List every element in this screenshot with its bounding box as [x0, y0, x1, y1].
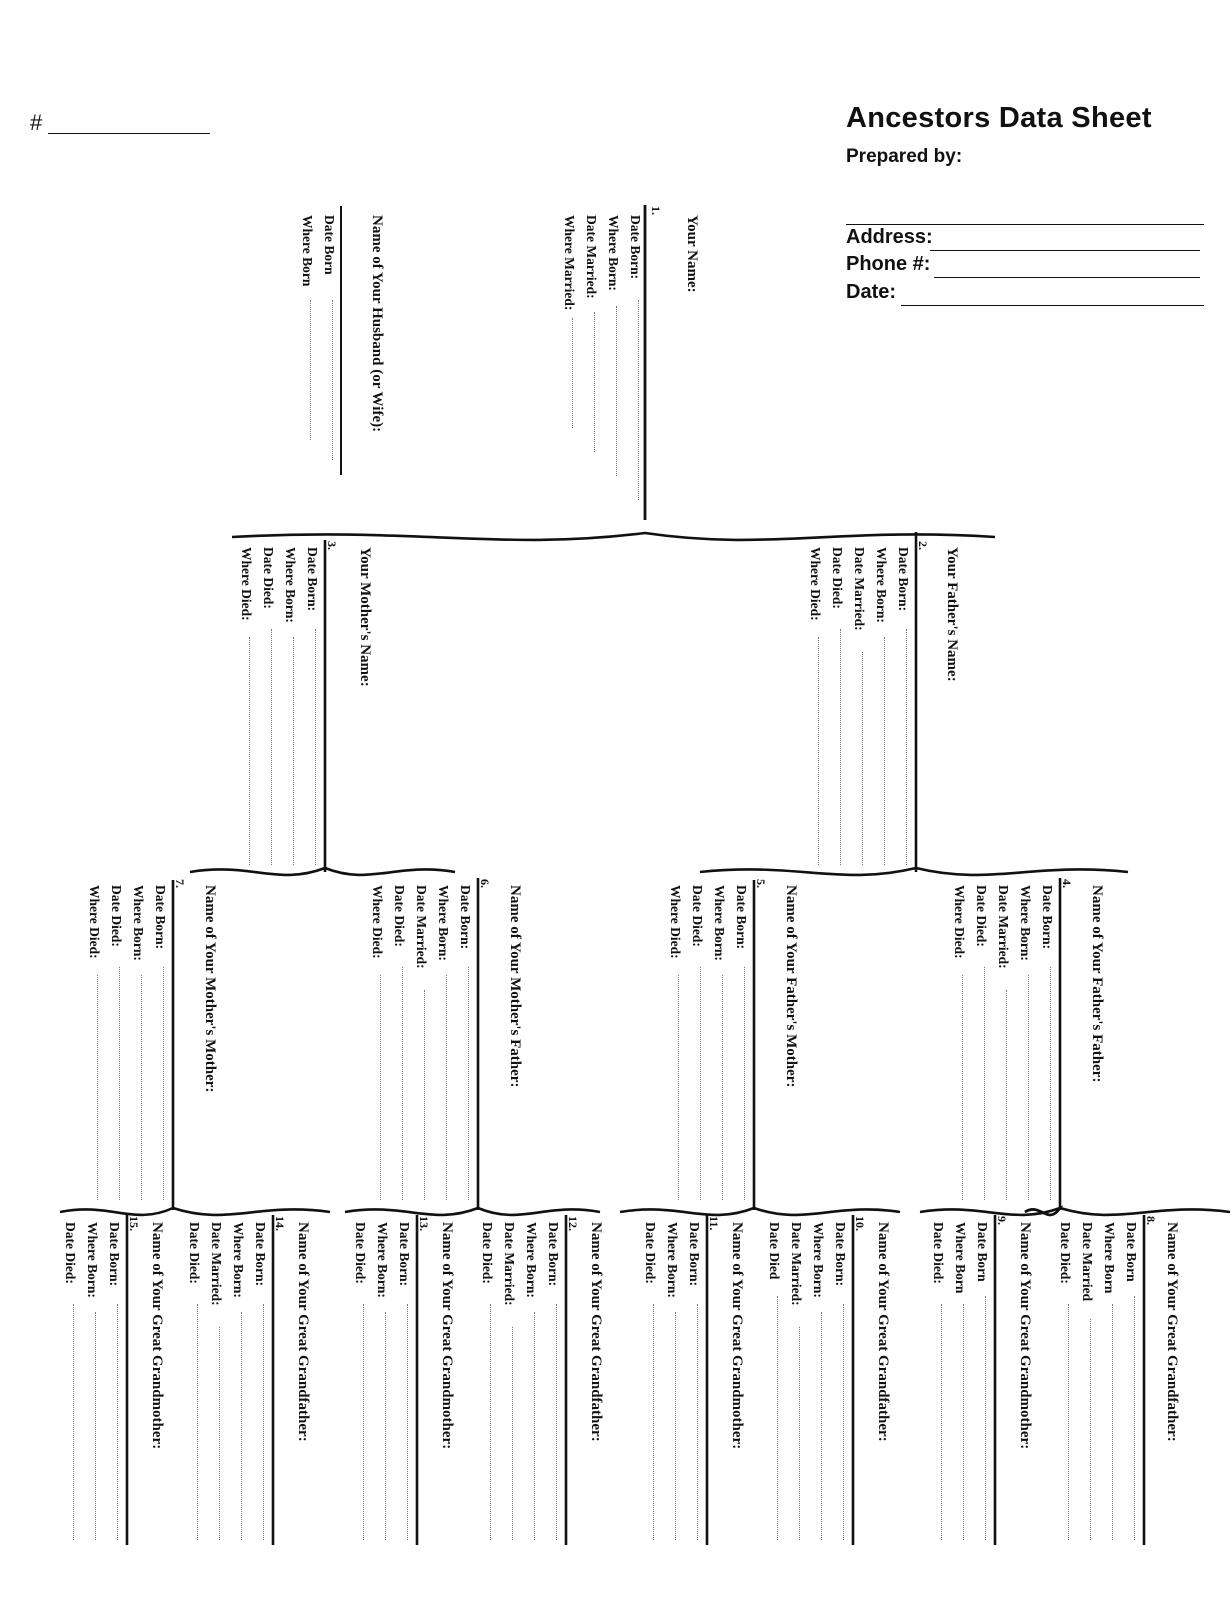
person-13-field-input[interactable]: [407, 1304, 408, 1540]
person-11-number: 11.: [707, 1216, 721, 1231]
person-14-fields-label: Where Born:: [231, 1222, 246, 1298]
person-9-fields-label: Date Born: [975, 1222, 990, 1282]
person-5-field-input[interactable]: [744, 967, 745, 1200]
root-curve: [232, 533, 995, 540]
person-5-name-label: Name of Your Father's Mother:: [783, 885, 799, 1088]
person-9-fields-label: Date Died:: [931, 1222, 946, 1284]
person-12-field-input[interactable]: [512, 1327, 513, 1540]
person-13-fields-label: Where Born:: [375, 1222, 390, 1298]
person-10-field-input[interactable]: [777, 1296, 778, 1540]
prepared-by-label: Prepared by:: [846, 146, 963, 167]
spouse-fields-label: Where Born: [300, 215, 315, 287]
person-4-field-input[interactable]: [962, 975, 963, 1200]
person-14-fields-label: Date Married:: [209, 1222, 224, 1306]
person-8-fields-label: Where Born: [1102, 1222, 1117, 1294]
person-8-number: 8.: [1144, 1216, 1158, 1225]
person-6-field-input[interactable]: [446, 975, 447, 1200]
person-10-fields-label: Date Married:: [789, 1222, 804, 1306]
gen3-curve-5: [60, 1208, 330, 1215]
person-5-fields-label: Date Died:: [690, 885, 705, 947]
person-4-field-input[interactable]: [1028, 975, 1029, 1200]
person-4-field-input[interactable]: [1050, 967, 1051, 1200]
person-5-fields-label: Date Born:: [734, 885, 749, 950]
person-9-field-input[interactable]: [985, 1296, 986, 1540]
person-8-fields-label: Date Married: [1080, 1222, 1095, 1302]
person-12-fields: [476, 1222, 564, 1306]
person-9-number: 9.: [995, 1216, 1009, 1225]
person-13-field-input[interactable]: [385, 1312, 386, 1540]
person-13-field-input[interactable]: [363, 1304, 364, 1540]
person-5-number: 5.: [754, 879, 768, 888]
person-4-name-label: Name of Your Father's Father:: [1089, 885, 1105, 1083]
person-3-fields-label: Date Died:: [261, 547, 276, 609]
person-4-field-input[interactable]: [984, 967, 985, 1200]
person-8-fields-label: Date Born: [1124, 1222, 1139, 1282]
gen3-curve-2: [920, 1208, 1060, 1215]
person-13-fields-label: Date Died:: [353, 1222, 368, 1284]
person-12-number: 12.: [566, 1216, 580, 1231]
self-field-input[interactable]: [594, 312, 595, 452]
person-8-field-input[interactable]: [1112, 1304, 1113, 1540]
person-5-field-input[interactable]: [722, 975, 723, 1200]
person-6-fields-label: Date Married:: [414, 885, 429, 969]
person-11-field-input[interactable]: [653, 1304, 654, 1540]
person-3-fields-label: Where Born:: [283, 547, 298, 623]
person-15-number: 15.: [127, 1216, 141, 1231]
person-2-fields-label: Date Died:: [830, 547, 845, 609]
date-label: Date:: [846, 281, 897, 303]
person-6-field-input[interactable]: [468, 967, 469, 1200]
person-7-fields-label: Where Born:: [131, 885, 146, 961]
person-10-field-input[interactable]: [843, 1304, 844, 1540]
person-12-fields-label: Date Died:: [480, 1222, 495, 1284]
person-2-fields-label: Where Died:: [808, 547, 823, 621]
person-14-name-label: Name of Your Great Grandfather:: [295, 1222, 311, 1442]
person-12-field-input[interactable]: [490, 1304, 491, 1540]
person-9-field-input[interactable]: [963, 1304, 964, 1540]
person-10-fields: [763, 1222, 851, 1306]
person-12-fields-label: Date Born:: [546, 1222, 561, 1287]
self-fields-label: Date Married:: [584, 215, 599, 299]
person-7-fields-label: Date Born:: [153, 885, 168, 950]
person-14-fields: [183, 1222, 271, 1306]
person-14-field-input[interactable]: [197, 1304, 198, 1540]
person-3-fields-label: Where Died:: [239, 547, 254, 621]
person-7-fields-label: Where Died:: [87, 885, 102, 959]
gen3-curve-3: [620, 1208, 900, 1215]
person-14-field-input[interactable]: [241, 1312, 242, 1540]
person-8-fields-label: Date Died:: [1058, 1222, 1073, 1284]
person-15-field-input[interactable]: [73, 1304, 74, 1540]
person-7-field-input[interactable]: [141, 975, 142, 1200]
person-12-name-label: Name of Your Great Grandfather:: [588, 1222, 604, 1442]
person-15-field-input[interactable]: [117, 1304, 118, 1540]
person-10-fields-label: Where Born:: [811, 1222, 826, 1298]
person-14-field-input[interactable]: [219, 1327, 220, 1540]
person-3-field-input[interactable]: [271, 629, 272, 865]
person-8-field-input[interactable]: [1090, 1319, 1091, 1540]
spouse-field-input[interactable]: [332, 300, 333, 460]
person-7-field-input[interactable]: [119, 967, 120, 1200]
person-4-fields-label: Date Born:: [1040, 885, 1055, 950]
person-8-field-input[interactable]: [1068, 1304, 1069, 1540]
person-9-fields-label: Where Born: [953, 1222, 968, 1294]
person-15-fields-label: Where Born:: [85, 1222, 100, 1298]
person-4-fields-label: Date Died:: [974, 885, 989, 947]
person-2-field-input[interactable]: [906, 629, 907, 865]
person-8-fields: [1054, 1222, 1142, 1301]
person-6-number: 6.: [478, 879, 492, 888]
spouse-field-input[interactable]: [310, 300, 311, 440]
person-15-fields-label: Date Born:: [107, 1222, 122, 1287]
person-11-field-input[interactable]: [675, 1312, 676, 1540]
self-fields: [558, 215, 646, 310]
person-11-fields-label: Date Died:: [643, 1222, 658, 1284]
person-15-fields: [59, 1222, 125, 1298]
person-4-fields-label: Where Born:: [1018, 885, 1033, 961]
person-10-number: 10.: [853, 1216, 867, 1231]
person-5-field-input[interactable]: [678, 975, 679, 1200]
person-12-fields-label: Date Married:: [502, 1222, 517, 1306]
person-7-number: 7.: [173, 879, 187, 888]
person-14-field-input[interactable]: [263, 1304, 264, 1540]
person-12-field-input[interactable]: [534, 1312, 535, 1540]
sheet-number-label: #: [30, 110, 43, 135]
person-6-field-input[interactable]: [380, 975, 381, 1200]
person-7-name-label: Name of Your Mother's Mother:: [202, 885, 218, 1093]
person-2-fields-label: Date Born:: [896, 547, 911, 612]
spouse-fields: [296, 215, 340, 286]
person-10-name-label: Name of Your Great Grandfather:: [875, 1222, 891, 1442]
address-label: Address:: [846, 226, 933, 248]
person-3-field-input[interactable]: [293, 637, 294, 865]
spouse-name-label: Name of Your Husband (or Wife):: [369, 215, 385, 433]
person-14-number: 14.: [273, 1216, 287, 1231]
person-4-fields-label: Date Married:: [996, 885, 1011, 969]
person-4-fields: [948, 885, 1058, 969]
person-6-field-input[interactable]: [402, 967, 403, 1200]
person-9-field-input[interactable]: [941, 1304, 942, 1540]
self-number: 1.: [649, 206, 663, 215]
self-fields-label: Where Born:: [606, 215, 621, 291]
person-6-fields-label: Where Born:: [436, 885, 451, 961]
person-11-fields-label: Date Born:: [687, 1222, 702, 1287]
person-14-fields-label: Date Born:: [253, 1222, 268, 1287]
self-field-input[interactable]: [638, 300, 639, 500]
person-12-fields-label: Where Born:: [524, 1222, 539, 1298]
person-8-name-label: Name of Your Great Grandfather:: [1164, 1222, 1180, 1442]
person-7-fields-label: Date Died:: [109, 885, 124, 947]
person-7-fields: [83, 885, 171, 961]
person-2-field-input[interactable]: [818, 637, 819, 865]
person-5-fields: [664, 885, 752, 961]
phone-label: Phone #:: [846, 253, 931, 275]
person-13-name-label: Name of Your Great Grandmother:: [439, 1222, 455, 1450]
person-5-fields-label: Where Born:: [712, 885, 727, 961]
person-2-field-input[interactable]: [862, 652, 863, 865]
person-6-name-label: Name of Your Mother's Father:: [507, 885, 523, 1088]
person-3-name-label: Your Mother's Name:: [357, 547, 373, 687]
person-5-field-input[interactable]: [700, 967, 701, 1200]
person-9-fields: [927, 1222, 993, 1293]
person-3-number: 3.: [325, 541, 339, 550]
mother-curve: [190, 868, 455, 875]
person-4-field-input[interactable]: [1006, 990, 1007, 1200]
self-fields-label: Where Married:: [562, 215, 577, 311]
person-13-number: 13.: [417, 1216, 431, 1231]
person-7-field-input[interactable]: [97, 975, 98, 1200]
person-11-field-input[interactable]: [697, 1304, 698, 1540]
self-name-label: Your Name:: [684, 215, 700, 293]
person-13-fields: [349, 1222, 415, 1298]
person-6-fields-label: Date Died:: [392, 885, 407, 947]
person-10-field-input[interactable]: [821, 1312, 822, 1540]
person-15-fields-label: Date Died:: [63, 1222, 78, 1284]
person-6-fields-label: Date Born:: [458, 885, 473, 950]
person-2-fields: [804, 547, 914, 631]
person-10-fields-label: Date Died: [767, 1222, 782, 1280]
person-12-field-input[interactable]: [556, 1304, 557, 1540]
person-11-name-label: Name of Your Great Grandmother:: [729, 1222, 745, 1450]
person-2-number: 2.: [916, 541, 930, 550]
gen3-curve-4: [345, 1208, 600, 1215]
person-15-field-input[interactable]: [95, 1312, 96, 1540]
person-6-fields-label: Where Died:: [370, 885, 385, 959]
person-14-fields-label: Date Died:: [187, 1222, 202, 1284]
person-2-fields-label: Where Born:: [874, 547, 889, 623]
person-3-fields-label: Date Born:: [305, 547, 320, 612]
person-11-fields-label: Where Born:: [665, 1222, 680, 1298]
person-3-field-input[interactable]: [249, 637, 250, 865]
person-4-fields-label: Where Died:: [952, 885, 967, 959]
self-field-input[interactable]: [616, 306, 617, 476]
person-9-name-label: Name of Your Great Grandmother:: [1017, 1222, 1033, 1450]
person-10-fields-label: Date Born:: [833, 1222, 848, 1287]
spouse-fields-label: Date Born: [322, 215, 337, 275]
person-7-field-input[interactable]: [163, 967, 164, 1200]
self-field-input[interactable]: [572, 318, 573, 428]
page-title: Ancestors Data Sheet: [846, 102, 1152, 134]
person-2-name-label: Your Father's Name:: [944, 547, 960, 682]
person-6-fields: [366, 885, 476, 969]
person-15-name-label: Name of Your Great Grandmother:: [149, 1222, 165, 1450]
person-3-fields: [235, 547, 323, 623]
person-13-fields-label: Date Born:: [397, 1222, 412, 1287]
person-4-number: 4.: [1060, 879, 1074, 888]
person-3-field-input[interactable]: [315, 629, 316, 865]
person-6-field-input[interactable]: [424, 990, 425, 1200]
person-8-field-input[interactable]: [1134, 1296, 1135, 1540]
person-2-field-input[interactable]: [840, 629, 841, 865]
person-2-field-input[interactable]: [884, 637, 885, 865]
person-10-field-input[interactable]: [799, 1327, 800, 1540]
person-2-fields-label: Date Married:: [852, 547, 867, 631]
father-curve: [700, 868, 1128, 875]
self-fields-label: Date Born:: [628, 215, 643, 280]
person-11-fields: [639, 1222, 705, 1298]
person-5-fields-label: Where Died:: [668, 885, 683, 959]
